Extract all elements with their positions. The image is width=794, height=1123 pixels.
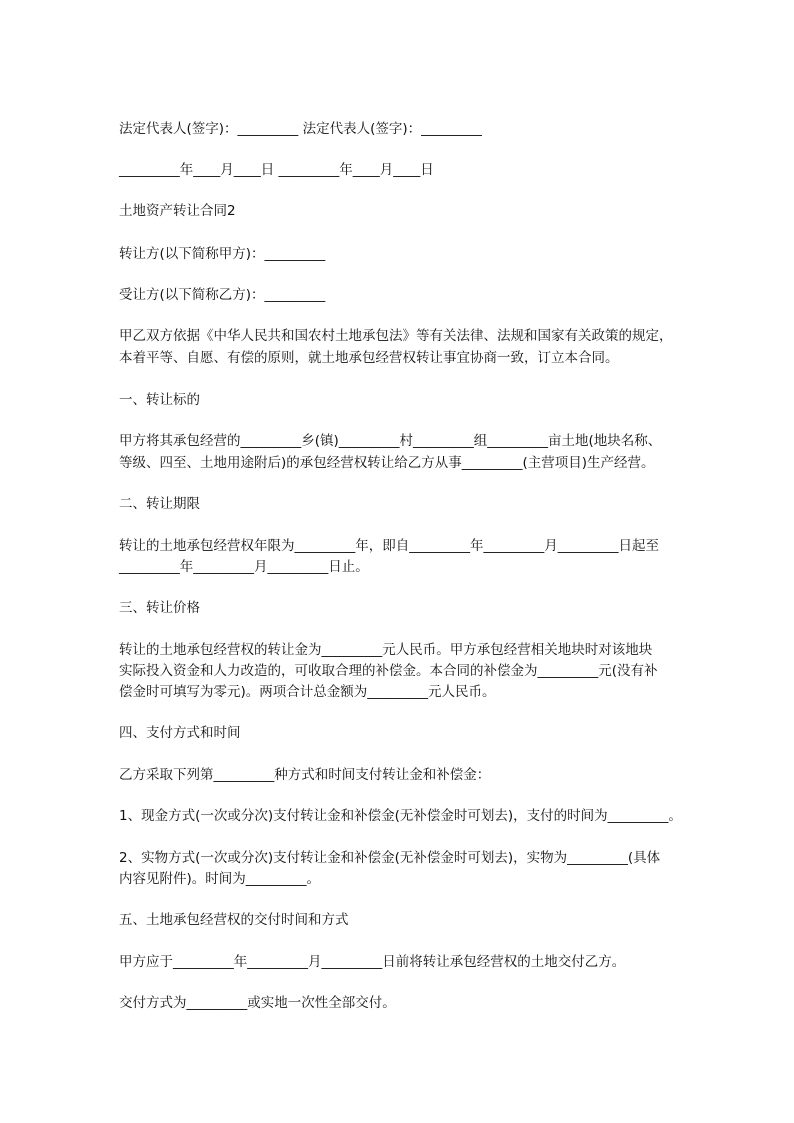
- section-2-line-1: 转让的土地承包经营权年限为_________年，即自_________年_________月_________日起至: [119, 538, 659, 554]
- section-5-line-2: 交付方式为_________或实地一次性全部交付。: [119, 995, 396, 1011]
- section-4-item-2-line-2: 内容见附件)。时间为_________。: [119, 871, 321, 887]
- preamble-line-2: 本着平等、自愿、有偿的原则，就土地承包经营权转让事宜协商一致，订立本合同。: [119, 350, 619, 366]
- transferor-line: 转让方(以下简称甲方)：_________: [119, 246, 326, 262]
- document-title: 土地资产转让合同2: [119, 203, 236, 219]
- section-heading-4: 四、支付方式和时间: [119, 725, 241, 741]
- section-3-line-3: 偿金时可填写为零元)。两项合计总金额为_________元人民币。: [119, 684, 496, 700]
- section-3-line-1: 转让的土地承包经营权的转让金为_________元人民币。甲方承包经营相关地块时对该地块: [119, 642, 653, 658]
- date-line: _________年____月____日 _________年____月____日: [119, 162, 434, 178]
- section-4-item-1: 1、现金方式(一次或分次)支付转让金和补偿金(无补偿金时可划去)，支付的时间为_________。: [119, 808, 682, 824]
- section-heading-2: 二、转让期限: [119, 496, 200, 512]
- section-2-line-2: _________年_________月_________日止。: [119, 559, 369, 575]
- signature-line: 法定代表人(签字)：_________ 法定代表人(签字)：_________: [119, 121, 482, 137]
- section-heading-1: 一、转让标的: [119, 392, 200, 408]
- section-5-line-1: 甲方应于_________年_________月_________日前将转让承包经营权的土地交付乙方。: [119, 954, 626, 970]
- section-1-line-2: 等级、四至、土地用途附后)的承包经营权转让给乙方从事_________(主营项目)生产经营。: [119, 455, 655, 471]
- transferee-line: 受让方(以下简称乙方)：_________: [119, 287, 326, 303]
- section-heading-5: 五、土地承包经营权的交付时间和方式: [119, 912, 349, 928]
- section-4-line-1: 乙方采取下列第_________种方式和时间支付转让金和补偿金：: [119, 767, 491, 783]
- section-3-line-2: 实际投入资金和人力改造的，可收取合理的补偿金。本合同的补偿金为_________元(没有补: [119, 663, 658, 679]
- section-1-line-1: 甲方将其承包经营的_________乡(镇)_________村_________组_________亩土地(地块名称、: [119, 433, 662, 449]
- preamble-line-1: 甲乙双方依据《中华人民共和国农村土地承包法》等有关法律、法规和国家有关政策的规定，: [119, 328, 673, 344]
- section-4-item-2-line-1: 2、实物方式(一次或分次)支付转让金和补偿金(无补偿金时可划去)，实物为_________(具体: [119, 850, 661, 866]
- section-heading-3: 三、转让价格: [119, 600, 200, 616]
